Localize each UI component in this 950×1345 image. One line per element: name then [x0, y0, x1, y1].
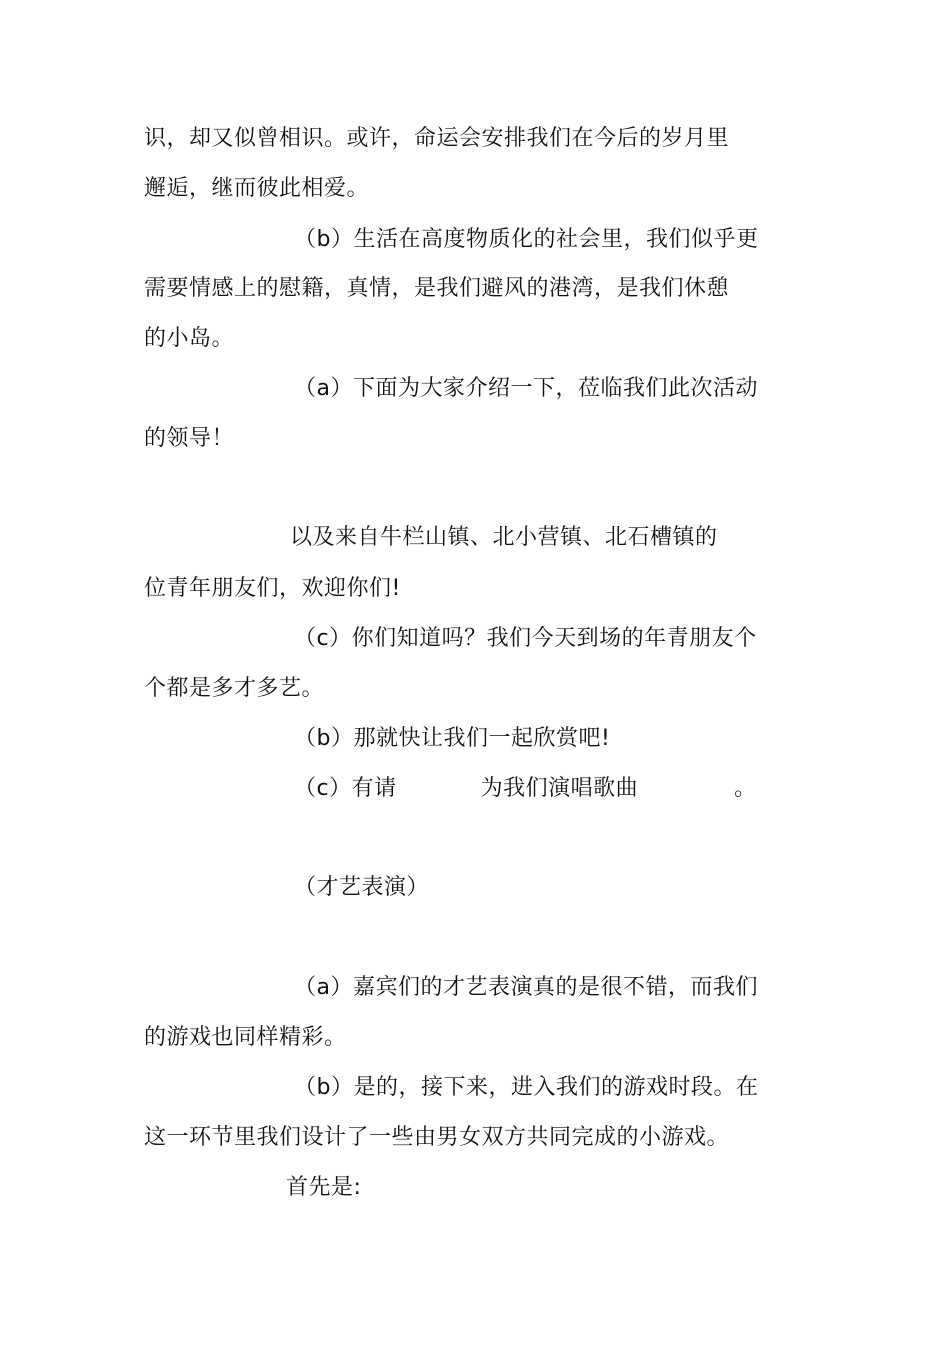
text-line: （才艺表演） [294, 875, 430, 900]
text-line: （b）生活在高度物质化的社会里，我们似乎更 [294, 227, 759, 252]
text-line: （a）嘉宾们的才艺表演真的是很不错，而我们 [294, 975, 758, 1000]
text-line: 的游戏也同样精彩。 [144, 1025, 347, 1050]
text-line: （c）你们知道吗？我们今天到场的年青朋友个 [294, 626, 757, 651]
text-line: 位青年朋友们，欢迎你们! [144, 576, 401, 601]
text-line-with-blanks [294, 774, 757, 804]
text-line: 的小岛。 [144, 326, 235, 351]
text-line: 以及来自牛栏山镇、北小营镇、北石槽镇的 [290, 525, 718, 550]
text-segment: 。 [734, 776, 757, 801]
text-line: 邂逅，继而彼此相爱。 [144, 176, 370, 201]
text-line: 的领导！ [144, 426, 235, 451]
text-segment: 为我们演唱歌曲 [480, 776, 639, 801]
text-line: 个都是多才多艺。 [144, 676, 325, 701]
text-segment: （c）有请 [294, 776, 397, 801]
text-line: 需要情感上的慰籍，真情，是我们避风的港湾，是我们休憩 [144, 276, 730, 301]
text-line: （a）下面为大家介绍一下，莅临我们此次活动 [294, 376, 758, 401]
text-line: 这一环节里我们设计了一些由男女双方共同完成的小游戏。 [144, 1125, 730, 1150]
text-line: （b）是的，接下来，进入我们的游戏时段。在 [294, 1075, 759, 1100]
text-line: （b）那就快让我们一起欣赏吧! [294, 726, 611, 751]
text-line: 识，却又似曾相识。或许，命运会安排我们在今后的岁月里 [144, 126, 730, 151]
text-line: 首先是: [286, 1175, 362, 1200]
